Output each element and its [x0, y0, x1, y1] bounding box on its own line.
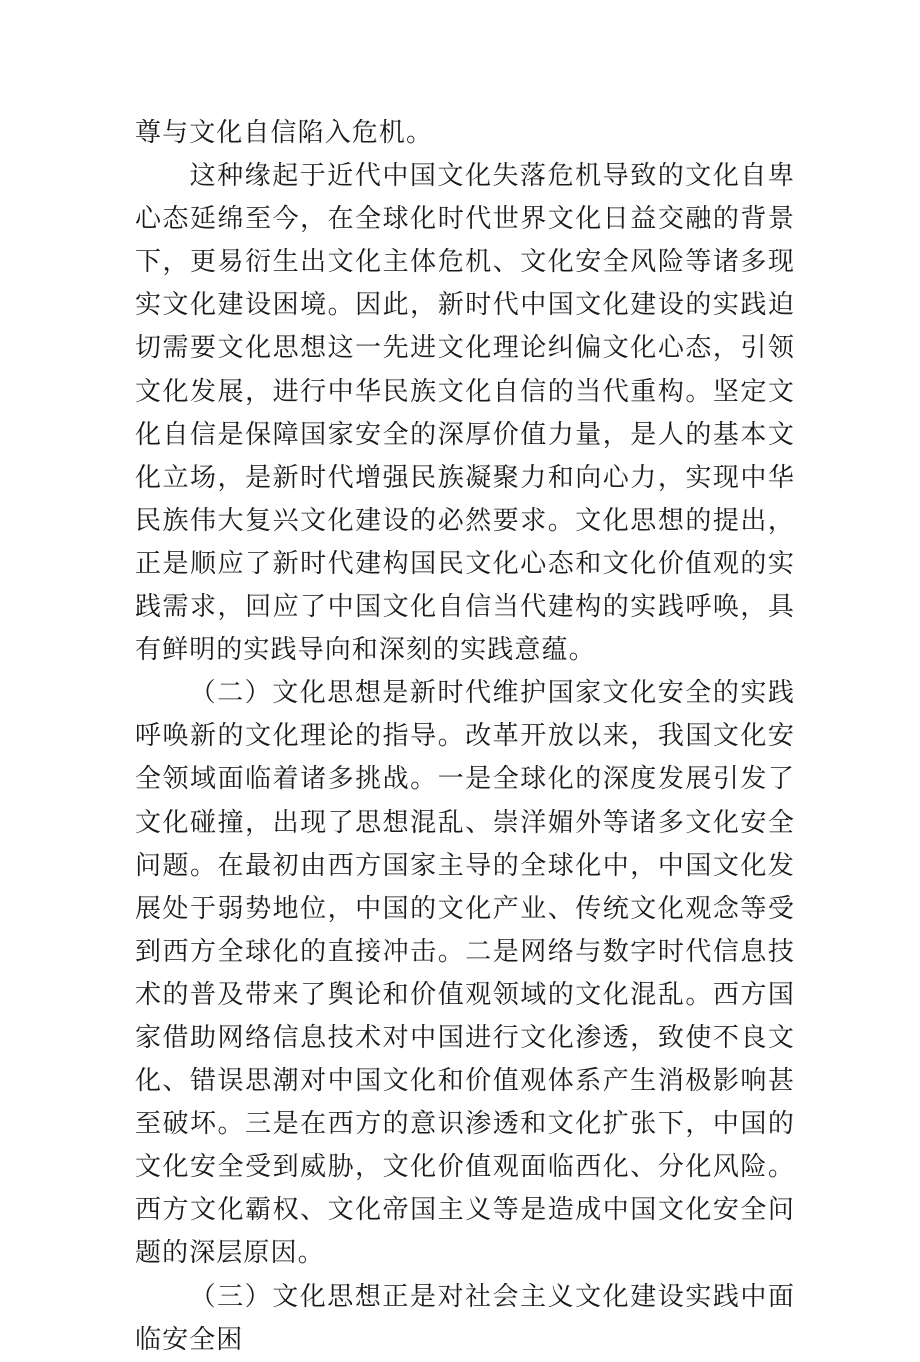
paragraph-continuation: 尊与文化自信陷入危机。 [135, 118, 434, 148]
paragraph-cultural-confidence: 这种缘起于近代中国文化失落危机导致的文化自卑心态延绵至今，在全球化时代世界文化日益交融的背景下，更易衍生出文化主体危机、文化安全风险等诸多现实文化建设困境。因此，新时代中国文化建设的实践迫切需要文化思想这一先进文化理论纠偏文化心态，引领文化发展，进行中华民族文化自信的当代重构。坚定文化自信是保障国家安全的深厚价值力量，是人的基本文化立场，是新时代增强民族凝聚力和向心力，实现中华民族伟大复兴文化建设的必然要求。文化思想的提出，正是顺应了新时代建构国民文化心态和文化价值观的实践需求，回应了中国文化自信当代建构的实践呼唤，具有鲜明的实践导向和深刻的实践意蕴。 [135, 161, 795, 666]
document-body [135, 112, 795, 1362]
paragraph-section-three: （三）文化思想正是对社会主义文化建设实践中面临安全困 [135, 1281, 795, 1355]
paragraph-section-two: （二）文化思想是新时代维护国家文化安全的实践呼唤新的文化理论的指导。改革开放以来，我国文化安全领域面临着诸多挑战。一是全球化的深度发展引发了文化碰撞，出现了思想混乱、崇洋媚外等诸多文化安全问题。在最初由西方国家主导的全球化中，中国文化发展处于弱势地位，中国的文化产业、传统文化观念等受到西方全球化的直接冲击。二是网络与数字时代信息技术的普及带来了舆论和价值观领域的文化混乱。西方国家借助网络信息技术对中国进行文化渗透，致使不良文化、错误思潮对中国文化和价值观体系产生消极影响甚至破坏。三是在西方的意识渗透和文化扩张下，中国的文化安全受到威胁，文化价值观面临西化、分化风险。西方文化霸权、文化帝国主义等是造成中国文化安全问题的深层原因。 [135, 678, 795, 1269]
